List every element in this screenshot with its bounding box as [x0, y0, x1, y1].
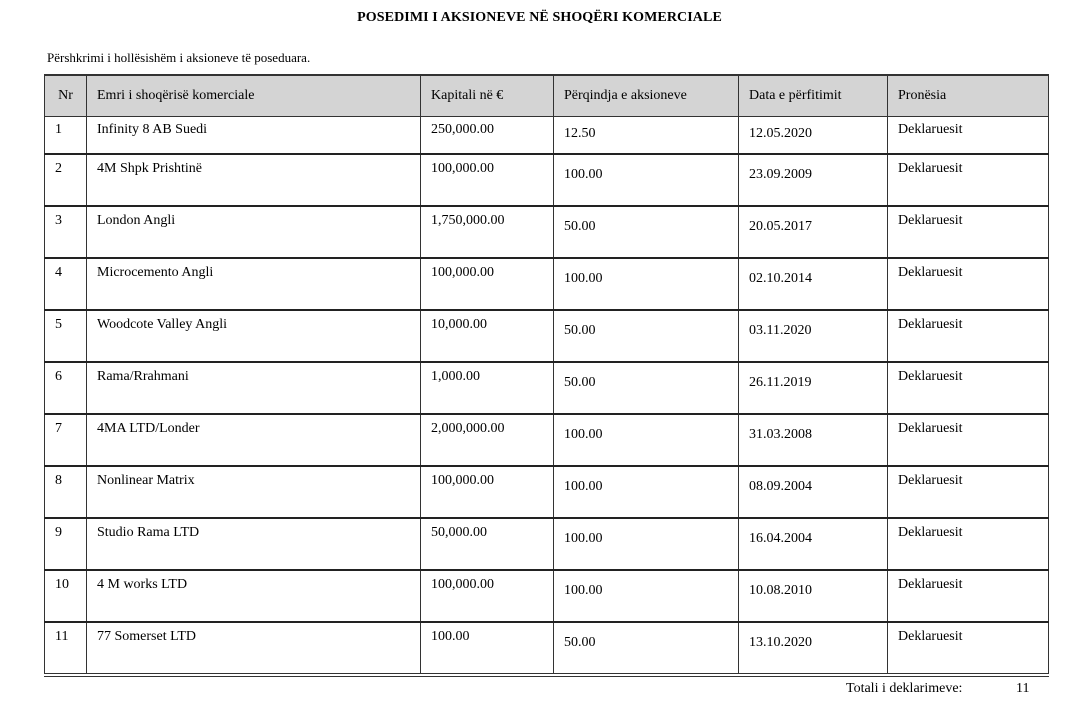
cell-ownership: [888, 518, 1049, 570]
header-share-percent: Përqindja e aksioneve: [554, 75, 739, 117]
header-nr: Nr: [45, 75, 87, 117]
cell-share-percent-text: 50.00: [564, 323, 596, 338]
cell-acquisition-date-text: 03.11.2020: [749, 323, 812, 338]
cell-nr-text: 11: [55, 629, 69, 644]
cell-ownership-text: Deklaruesit: [898, 473, 963, 488]
header-row: [45, 75, 1049, 117]
header-capital: Kapitali në €: [421, 75, 554, 117]
cell-capital: [421, 414, 554, 466]
cell-acquisition-date-text: 31.03.2008: [749, 427, 812, 442]
cell-acquisition-date-text: 02.10.2014: [749, 271, 812, 286]
cell-nr-text: 1: [55, 122, 62, 137]
cell-acquisition-date-text: 16.04.2004: [749, 531, 812, 546]
cell-acquisition-date: [739, 362, 888, 414]
cell-company-name-text: 4MA LTD/Londer: [97, 421, 200, 436]
cell-ownership: [888, 414, 1049, 466]
cell-ownership-text: Deklaruesit: [898, 265, 963, 280]
cell-capital-text: 100,000.00: [431, 577, 494, 592]
total-declarations-label: Totali i deklarimeve:: [846, 681, 963, 696]
cell-ownership: [888, 622, 1049, 675]
cell-nr-text: 3: [55, 213, 62, 228]
cell-capital: [421, 206, 554, 258]
cell-nr: [45, 518, 87, 570]
cell-company-name-text: Nonlinear Matrix: [97, 473, 195, 488]
cell-acquisition-date: [739, 466, 888, 518]
table-row: [45, 154, 1049, 206]
cell-company-name: [87, 570, 421, 622]
cell-acquisition-date: [739, 570, 888, 622]
cell-company-name-text: London Angli: [97, 213, 176, 228]
cell-ownership-text: Deklaruesit: [898, 122, 963, 137]
table-row: [45, 117, 1049, 155]
cell-nr-text: 8: [55, 473, 62, 488]
cell-company-name-text: Rama/Rrahmani: [97, 369, 189, 384]
cell-nr: [45, 466, 87, 518]
cell-ownership-text: Deklaruesit: [898, 629, 963, 644]
cell-nr: [45, 206, 87, 258]
cell-ownership-text: Deklaruesit: [898, 577, 963, 592]
cell-capital: [421, 362, 554, 414]
table-header: [45, 75, 1049, 117]
cell-company-name-text: Woodcote Valley Angli: [97, 317, 228, 332]
total-declarations-value: 11: [1016, 681, 1030, 696]
cell-capital: [421, 518, 554, 570]
cell-company-name: [87, 362, 421, 414]
cell-acquisition-date-text: 20.05.2017: [749, 219, 812, 234]
cell-share-percent: [554, 206, 739, 258]
cell-acquisition-date: [739, 258, 888, 310]
cell-capital: [421, 570, 554, 622]
cell-acquisition-date: [739, 414, 888, 466]
cell-company-name-text: Microcemento Angli: [97, 265, 214, 280]
cell-company-name: [87, 518, 421, 570]
cell-share-percent: [554, 117, 739, 155]
cell-share-percent-text: 100.00: [564, 531, 603, 546]
cell-nr: [45, 622, 87, 675]
table-row: [45, 414, 1049, 466]
page-title: POSEDIMI I AKSIONEVE NË SHOQËRI KOMERCIALE: [357, 10, 722, 25]
cell-share-percent-text: 50.00: [564, 219, 596, 234]
cell-ownership: [888, 154, 1049, 206]
cell-nr: [45, 414, 87, 466]
cell-company-name-text: 77 Somerset LTD: [97, 629, 197, 644]
cell-acquisition-date-text: 12.05.2020: [749, 126, 812, 141]
table-row: [45, 622, 1049, 675]
cell-nr: [45, 362, 87, 414]
cell-share-percent-text: 100.00: [564, 479, 603, 494]
cell-nr-text: 6: [55, 369, 62, 384]
header-company-name: Emri i shoqërisë komerciale: [87, 75, 421, 117]
cell-capital-text: 250,000.00: [431, 122, 494, 137]
table-row: [45, 310, 1049, 362]
cell-company-name: [87, 414, 421, 466]
header-ownership: Pronësia: [888, 75, 1049, 117]
cell-ownership-text: Deklaruesit: [898, 317, 963, 332]
cell-ownership: [888, 310, 1049, 362]
cell-nr-text: 7: [55, 421, 62, 436]
header-acquisition-date: Data e përfitimit: [739, 75, 888, 117]
cell-company-name: [87, 154, 421, 206]
cell-ownership-text: Deklaruesit: [898, 421, 963, 436]
cell-share-percent: [554, 518, 739, 570]
cell-capital: [421, 622, 554, 675]
cell-share-percent: [554, 154, 739, 206]
cell-acquisition-date-text: 26.11.2019: [749, 375, 812, 390]
cell-nr-text: 2: [55, 161, 62, 176]
cell-ownership-text: Deklaruesit: [898, 213, 963, 228]
cell-share-percent-text: 50.00: [564, 375, 596, 390]
cell-share-percent-text: 100.00: [564, 167, 603, 182]
cell-share-percent: [554, 466, 739, 518]
cell-ownership: [888, 117, 1049, 155]
cell-acquisition-date: [739, 206, 888, 258]
cell-capital-text: 100,000.00: [431, 473, 494, 488]
cell-share-percent-text: 12.50: [564, 126, 596, 141]
cell-share-percent-text: 100.00: [564, 583, 603, 598]
table-body: [45, 117, 1049, 676]
cell-nr-text: 5: [55, 317, 62, 332]
cell-capital-text: 50,000.00: [431, 525, 487, 540]
cell-acquisition-date-text: 13.10.2020: [749, 635, 812, 650]
cell-ownership: [888, 362, 1049, 414]
cell-ownership-text: Deklaruesit: [898, 525, 963, 540]
cell-share-percent: [554, 310, 739, 362]
table-row: [45, 362, 1049, 414]
cell-acquisition-date-text: 08.09.2004: [749, 479, 812, 494]
cell-share-percent-text: 100.00: [564, 427, 603, 442]
cell-company-name: [87, 310, 421, 362]
cell-capital-text: 100,000.00: [431, 265, 494, 280]
cell-nr-text: 10: [55, 577, 69, 592]
cell-acquisition-date-text: 10.08.2010: [749, 583, 812, 598]
cell-nr: [45, 310, 87, 362]
cell-nr: [45, 154, 87, 206]
cell-capital: [421, 154, 554, 206]
table-row: [45, 258, 1049, 310]
cell-share-percent-text: 100.00: [564, 271, 603, 286]
cell-capital-text: 100.00: [431, 629, 470, 644]
cell-nr-text: 4: [55, 265, 62, 280]
cell-capital: [421, 466, 554, 518]
cell-share-percent: [554, 258, 739, 310]
cell-acquisition-date: [739, 154, 888, 206]
cell-capital: [421, 258, 554, 310]
cell-ownership: [888, 570, 1049, 622]
cell-company-name: [87, 206, 421, 258]
cell-ownership-text: Deklaruesit: [898, 161, 963, 176]
cell-company-name-text: 4M Shpk Prishtinë: [97, 161, 203, 176]
cell-ownership: [888, 206, 1049, 258]
cell-capital-text: 100,000.00: [431, 161, 494, 176]
cell-share-percent: [554, 622, 739, 675]
page-subtitle: Përshkrimi i hollësishëm i aksioneve të poseduara.: [47, 50, 311, 65]
table-row: [45, 518, 1049, 570]
cell-nr-text: 9: [55, 525, 62, 540]
cell-company-name-text: Studio Rama LTD: [97, 525, 200, 540]
cell-acquisition-date: [739, 117, 888, 155]
cell-nr: [45, 117, 87, 155]
cell-ownership: [888, 466, 1049, 518]
cell-company-name-text: Infinity 8 AB Suedi: [97, 122, 208, 137]
cell-acquisition-date: [739, 518, 888, 570]
cell-acquisition-date: [739, 310, 888, 362]
cell-company-name: [87, 466, 421, 518]
cell-capital-text: 2,000,000.00: [431, 421, 505, 436]
cell-ownership-text: Deklaruesit: [898, 369, 963, 384]
table-row: [45, 570, 1049, 622]
cell-acquisition-date-text: 23.09.2009: [749, 167, 812, 182]
cell-company-name: [87, 258, 421, 310]
cell-company-name: [87, 117, 421, 155]
cell-capital: [421, 310, 554, 362]
cell-acquisition-date: [739, 622, 888, 675]
cell-company-name: [87, 622, 421, 675]
shares-table: [44, 74, 1049, 677]
table-row: [45, 466, 1049, 518]
cell-share-percent-text: 50.00: [564, 635, 596, 650]
cell-capital-text: 10,000.00: [431, 317, 487, 332]
cell-capital: [421, 117, 554, 155]
cell-share-percent: [554, 570, 739, 622]
cell-share-percent: [554, 362, 739, 414]
table-row: [45, 206, 1049, 258]
cell-ownership: [888, 258, 1049, 310]
cell-nr: [45, 570, 87, 622]
cell-capital-text: 1,750,000.00: [431, 213, 505, 228]
cell-share-percent: [554, 414, 739, 466]
cell-nr: [45, 258, 87, 310]
cell-capital-text: 1,000.00: [431, 369, 480, 384]
cell-company-name-text: 4 M works LTD: [97, 577, 188, 592]
